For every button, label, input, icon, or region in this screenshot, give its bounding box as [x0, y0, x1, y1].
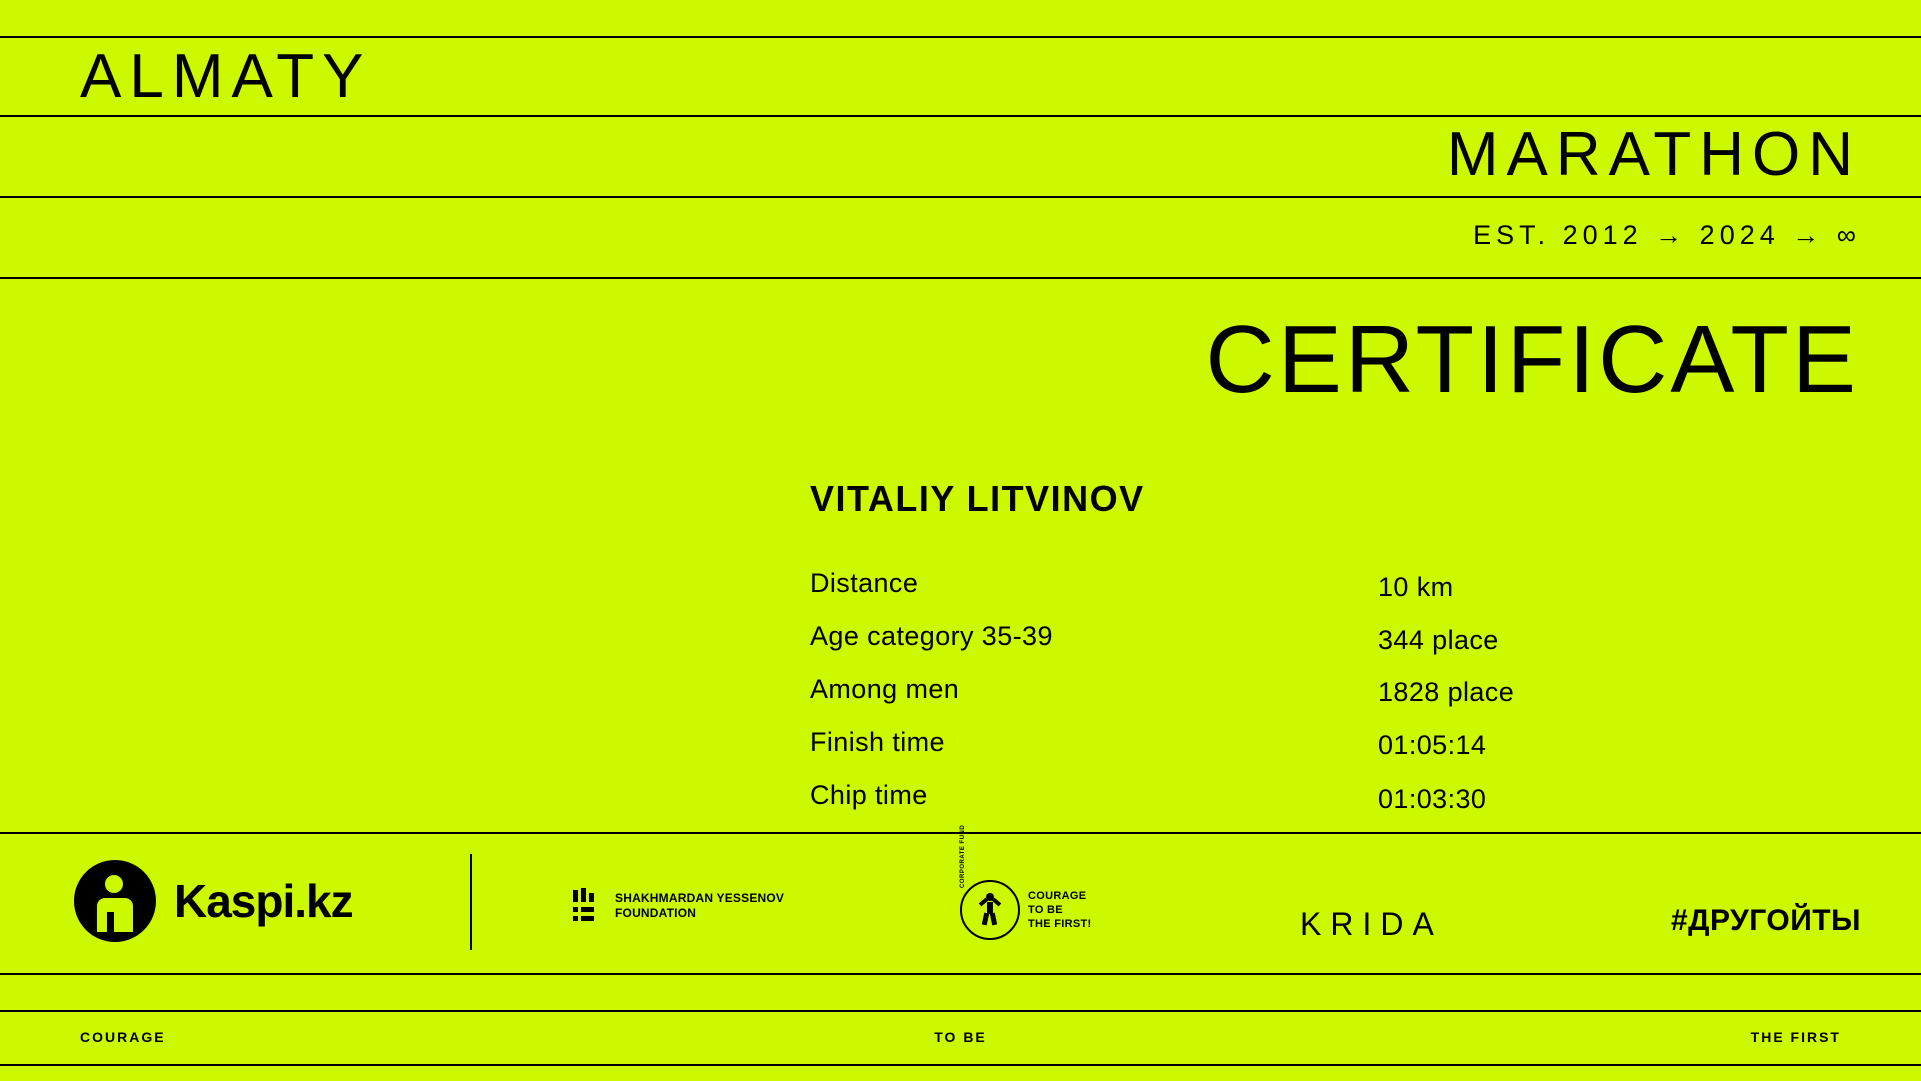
- yessenov-logo-label: [615, 891, 784, 921]
- sponsor-yessenov-foundation: [573, 888, 784, 924]
- kaspi-logo-label: Kaspi.kz: [174, 875, 353, 927]
- sponsor-krida-label: KRIDA: [1300, 906, 1443, 942]
- sponsor-bar: [0, 824, 1921, 973]
- corporate-fund-rotated-label: CORPORATE FUND: [960, 824, 966, 888]
- sponsor-kaspi: [74, 860, 353, 942]
- footer-middle-text: TO BE: [934, 1029, 987, 1045]
- corporate-fund-label: [1028, 889, 1092, 932]
- footer-left-text: COURAGE: [80, 1029, 166, 1045]
- result-label: Age category 35-39: [810, 621, 1053, 651]
- divider-rule-1: [0, 36, 1921, 38]
- yessenov-logo-icon: [573, 888, 603, 924]
- table-row: [810, 570, 1850, 623]
- sponsor-divider: [470, 854, 472, 950]
- brand-line-marathon: MARATHON: [1446, 120, 1861, 189]
- result-value: 01:03:30: [1378, 784, 1487, 814]
- result-value: 1828 place: [1378, 677, 1515, 707]
- kaspi-logo-icon: [74, 860, 156, 942]
- page-title: CERTIFICATE: [1205, 306, 1859, 413]
- corporate-line-2: TO BE: [1028, 903, 1063, 916]
- result-label: Chip time: [810, 780, 928, 810]
- divider-rule-6: [0, 973, 1921, 975]
- campaign-hashtag: #ДРУГОЙТЫ: [1670, 904, 1861, 937]
- athlete-name: VITALIY LITVINOV: [810, 478, 1145, 519]
- yessenov-line-1: SHAKHMARDAN YESSENOV: [615, 891, 785, 905]
- sponsor-corporate-fund: [960, 824, 1092, 940]
- corporate-line-1: COURAGE: [1028, 889, 1087, 902]
- result-label: Finish time: [810, 727, 945, 757]
- table-row: [810, 782, 1850, 835]
- table-row: [810, 729, 1850, 782]
- footer-right-text: THE FIRST: [1750, 1029, 1841, 1045]
- yessenov-line-2: FOUNDATION: [615, 906, 697, 920]
- table-row: [810, 623, 1850, 676]
- result-value: 344 place: [1378, 625, 1499, 655]
- divider-rule-3: [0, 196, 1921, 198]
- divider-rule-2: [0, 115, 1921, 117]
- result-value: 10 km: [1378, 572, 1454, 602]
- result-value: 01:05:14: [1378, 730, 1487, 760]
- corporate-fund-icon: [960, 824, 1020, 940]
- brand-established: EST. 2012 → 2024 → ∞: [1473, 220, 1861, 250]
- table-row: [810, 676, 1850, 729]
- corporate-line-3: THE FIRST!: [1028, 918, 1092, 931]
- results-table: [810, 570, 1850, 835]
- result-label: Among men: [810, 674, 960, 704]
- divider-rule-8: [0, 1064, 1921, 1066]
- result-label: Distance: [810, 568, 919, 598]
- divider-rule-4: [0, 277, 1921, 279]
- footer-bar: [0, 1010, 1921, 1064]
- brand-line-almaty: ALMATY: [80, 42, 372, 111]
